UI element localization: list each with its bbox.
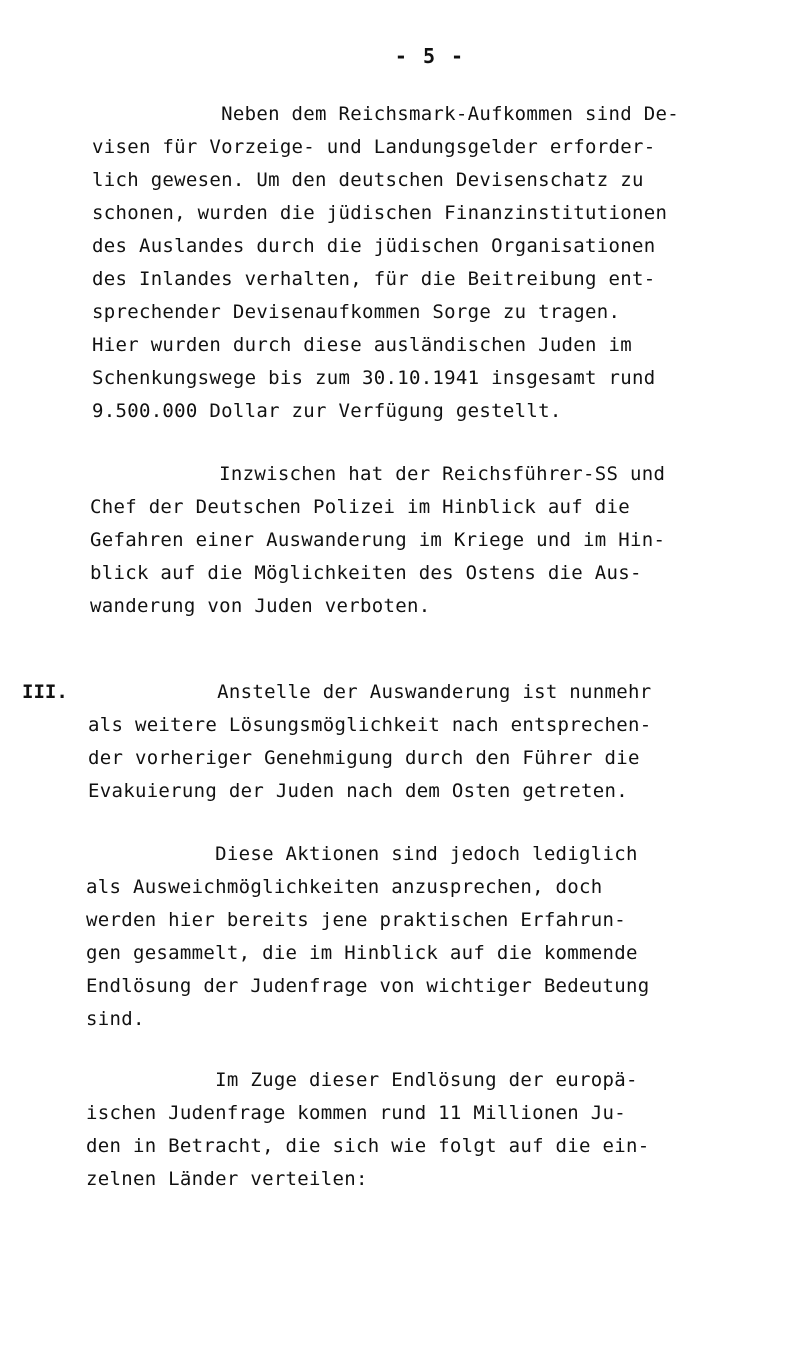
text-line: gen gesammelt, die im Hinblick auf die kommende: [86, 942, 638, 964]
text-line: Gefahren einer Auswanderung im Kriege und im Hin-: [90, 529, 666, 551]
text-line: lich gewesen. Um den deutschen Devisenschatz zu: [92, 169, 644, 191]
paragraph-verbot: [90, 458, 665, 623]
paragraph-devisen: [92, 98, 679, 428]
text-line: sind.: [86, 1008, 145, 1030]
text-line: 9.500.000 Dollar zur Verfügung gestellt.: [92, 400, 562, 422]
text-line: sprechender Devisenaufkommen Sorge zu tragen.: [92, 301, 621, 323]
section-number: III.: [22, 681, 68, 703]
text-line: wanderung von Juden verboten.: [90, 595, 431, 617]
text-line: schonen, wurden die jüdischen Finanzinstitutionen: [92, 202, 668, 224]
text-line: ischen Judenfrage kommen rund 11 Millionen Ju-: [86, 1102, 626, 1124]
text-line: Inzwischen hat der Reichsführer-SS und: [90, 463, 666, 485]
text-line: Evakuierung der Juden nach dem Osten getreten.: [88, 780, 628, 802]
text-line: Endlösung der Judenfrage von wichtiger Bedeutung: [86, 975, 650, 997]
text-line: als Ausweichmöglichkeiten anzusprechen, doch: [86, 876, 603, 898]
paragraph-aktionen: [86, 838, 649, 1036]
text-line: werden hier bereits jene praktischen Erfahrun-: [86, 909, 626, 931]
text-line: als weitere Lösungsmöglichkeit nach entsprechen-: [88, 714, 652, 736]
text-line: Chef der Deutschen Polizei im Hinblick auf die: [90, 496, 630, 518]
text-line: zelnen Länder verteilen:: [86, 1168, 368, 1190]
text-line: den in Betracht, die sich wie folgt auf die ein-: [86, 1135, 650, 1157]
paragraph-endloesung: [86, 1064, 649, 1196]
text-line: des Inlandes verhalten, für die Beitreibung ent-: [92, 268, 656, 290]
text-line: blick auf die Möglichkeiten des Ostens die Aus-: [90, 562, 642, 584]
text-line: Diese Aktionen sind jedoch lediglich: [86, 843, 638, 865]
text-line: der vorheriger Genehmigung durch den Führer die: [88, 747, 640, 769]
text-line: visen für Vorzeige- und Landungsgelder erforder-: [92, 136, 656, 158]
page-number: - 5 -: [394, 44, 466, 68]
text-line: Hier wurden durch diese ausländischen Juden im: [92, 334, 632, 356]
paragraph-evakuierung: [88, 676, 651, 808]
text-line: des Auslandes durch die jüdischen Organisationen: [92, 235, 656, 257]
text-line: Schenkungswege bis zum 30.10.1941 insgesamt rund: [92, 367, 656, 389]
text-line: Anstelle der Auswanderung ist nunmehr: [88, 681, 652, 703]
text-line: Neben dem Reichsmark-Aufkommen sind De-: [92, 103, 679, 125]
text-line: Im Zuge dieser Endlösung der europä-: [86, 1069, 638, 1091]
